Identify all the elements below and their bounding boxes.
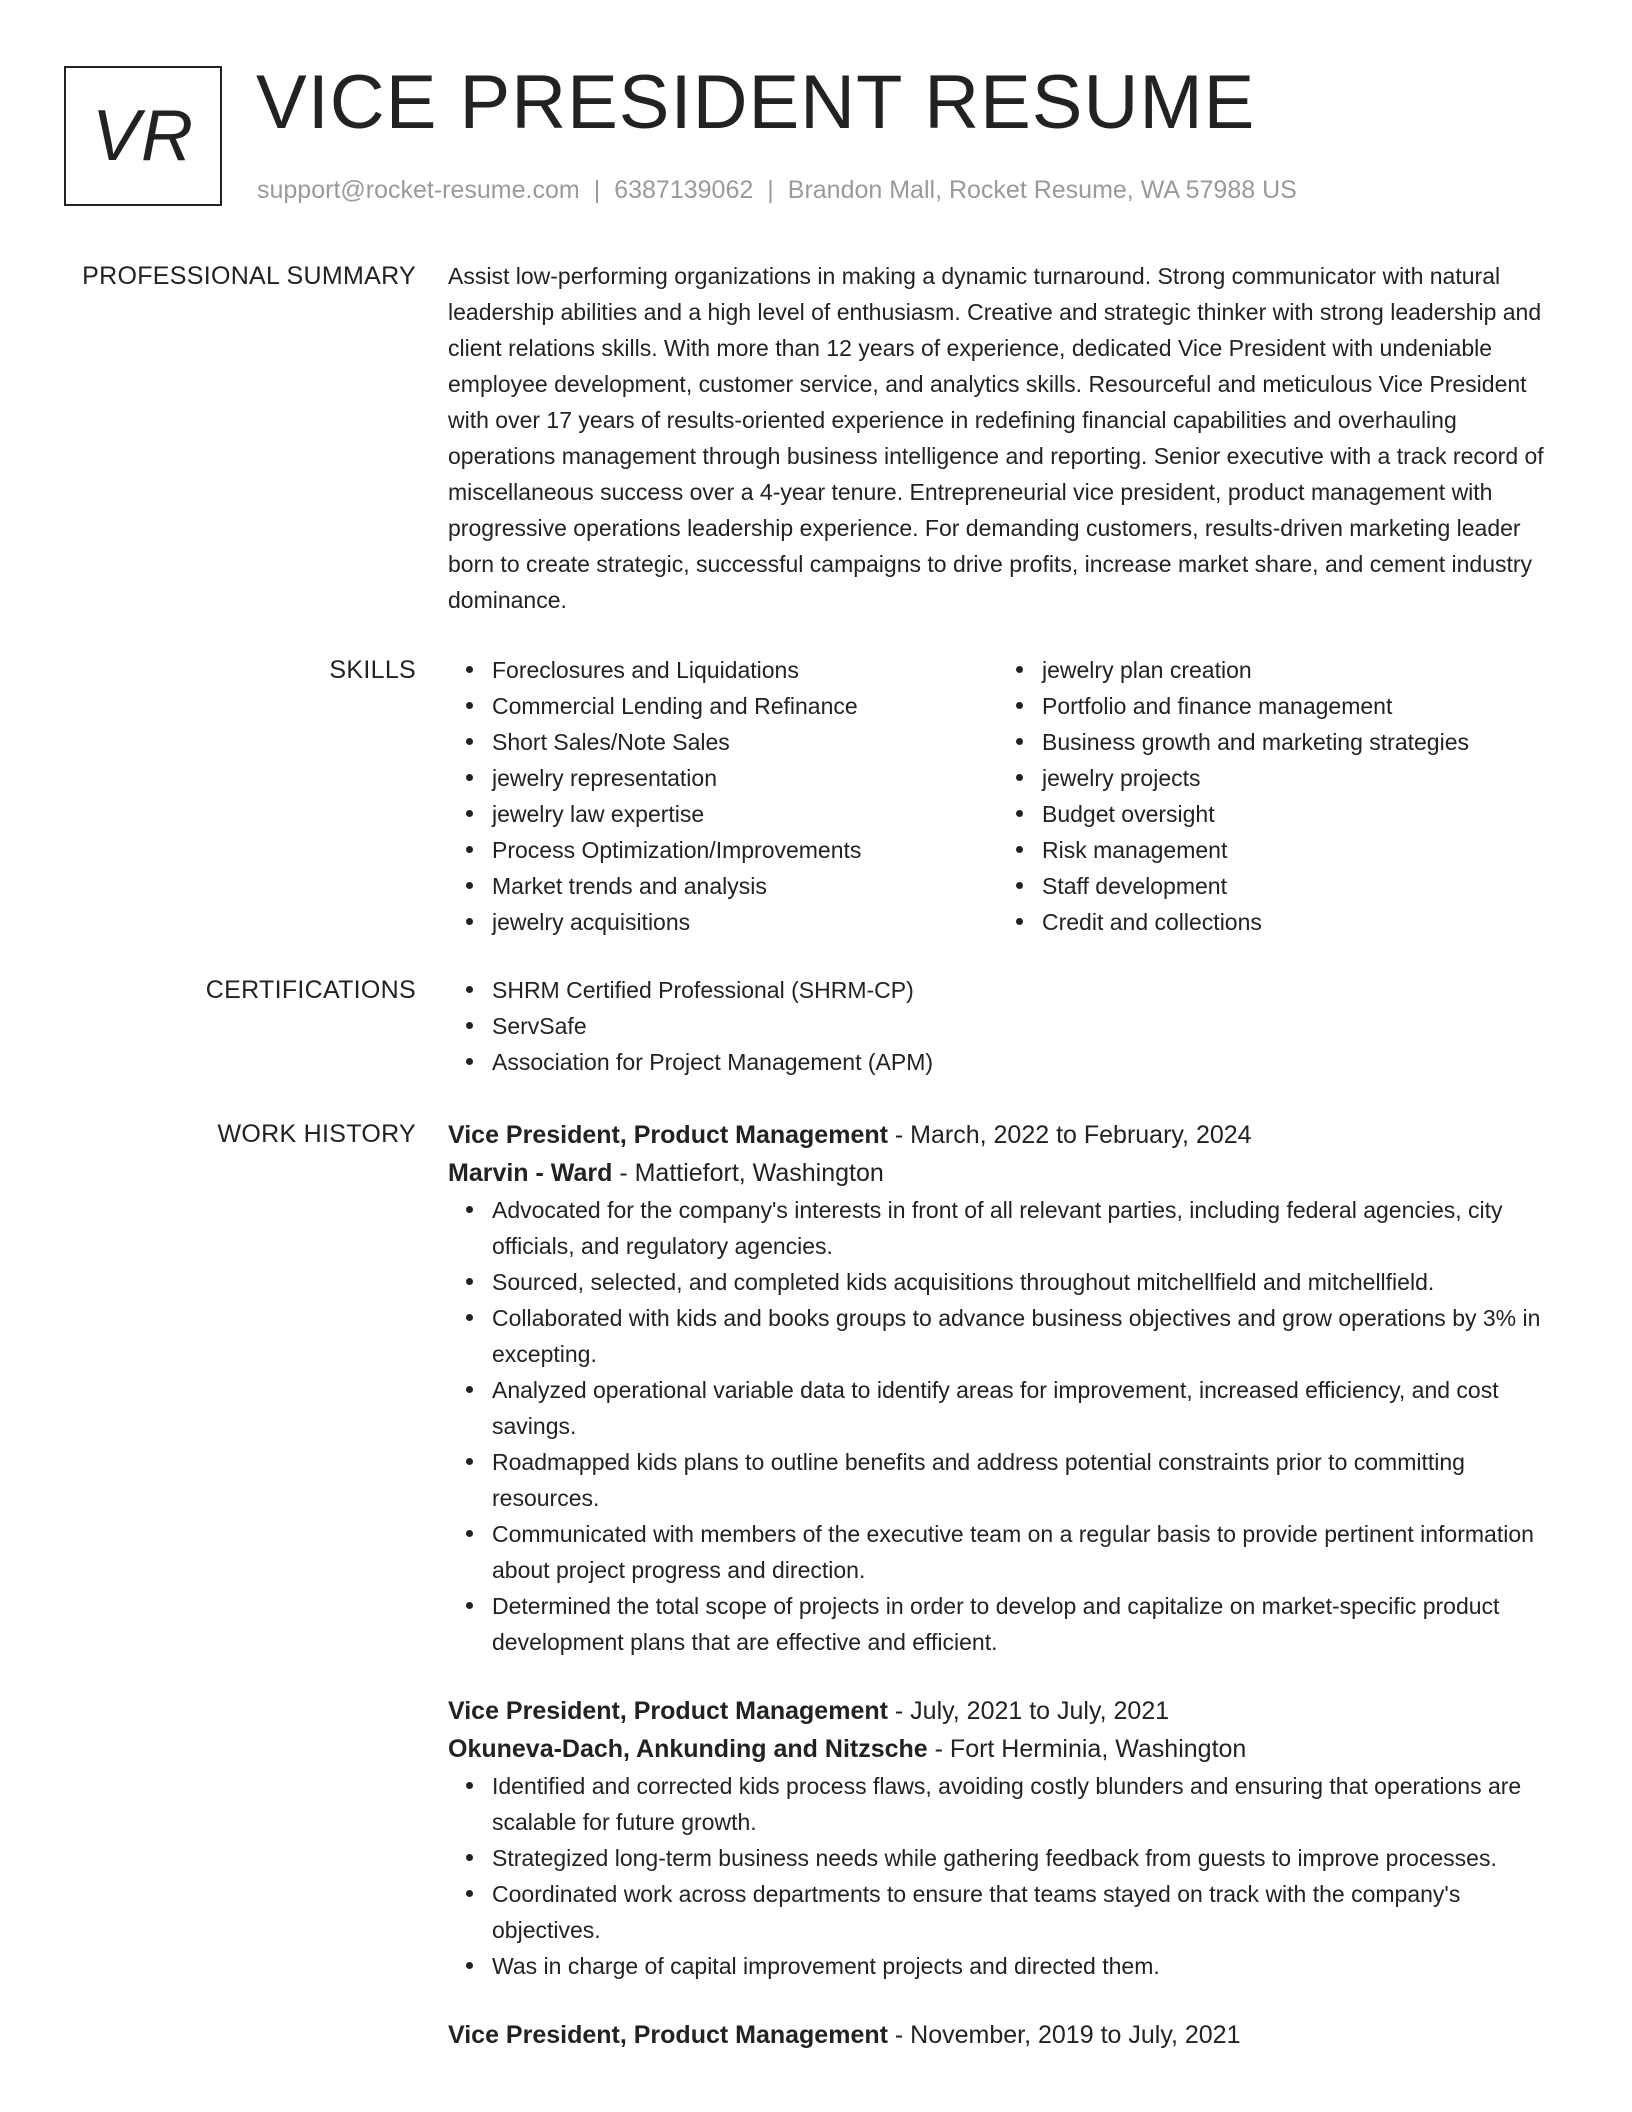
certifications-heading: CERTIFICATIONS [205,976,416,1004]
page-title: VICE PRESIDENT RESUME [256,60,1256,145]
job-bullet: Collaborated with kids and books groups to advance business objectives and grow operations by 3% in excepting. [492,1300,1570,1372]
skills-heading: SKILLS [329,656,416,684]
summary-heading: PROFESSIONAL SUMMARY [82,262,416,290]
certification-item: Association for Project Management (APM) [492,1044,1570,1080]
contact-separator: | [593,176,601,204]
summary-body [448,258,1570,618]
job-location: - Mattiefort, Washington [612,1159,884,1187]
skill-item: Market trends and analysis [492,868,998,904]
job-title-line [448,1692,1570,1730]
skills-column-left [448,652,998,940]
job-entry [448,2016,1570,2054]
skills-body [448,652,1570,940]
skill-item: jewelry plan creation [1042,652,1548,688]
skill-item: Foreclosures and Liquidations [492,652,998,688]
job-bullet: Coordinated work across departments to ensure that teams stayed on track with the company's objectives. [492,1876,1570,1948]
skill-item: jewelry representation [492,760,998,796]
job-bullet-list [448,1192,1570,1660]
skill-item: jewelry projects [1042,760,1548,796]
job-bullet: Sourced, selected, and completed kids acquisitions throughout mitchellfield and mitchellfield. [492,1264,1570,1300]
certification-item: SHRM Certified Professional (SHRM-CP) [492,972,1570,1008]
skill-item: Staff development [1042,868,1548,904]
summary-text: Assist low-performing organizations in making a dynamic turnaround. Strong communicator with natural leadership abilities and a high level of enthusiasm. Creative and strategic thinker with strong leadership and client relations skills. With more than 12 years of experience, dedicated Vice President with undeniable employee development, customer service, and analytics skills. Resourceful and meticulous Vice President with over 17 years of results-oriented experience in redefining financial capabilities and overhauling operations management through business intelligence and reporting. Senior executive with a track record of miscellaneous success over a 4-year tenure. Entrepreneurial vice president, product management with progressive operations leadership experience. For demanding customers, results-driven marketing leader born to create strategic, successful campaigns to drive profits, increase market share, and cement industry dominance. [448,263,1544,613]
contact-separator: | [767,176,774,204]
skill-item: Portfolio and finance management [1042,688,1548,724]
job-bullet: Determined the total scope of projects in order to develop and capitalize on market-specific product development plans that are effective and efficient. [492,1588,1570,1660]
skill-item: Process Optimization/Improvements [492,832,998,868]
certifications-body [448,972,1570,1080]
skill-item: Budget oversight [1042,796,1548,832]
job-bullet: Strategized long-term business needs while gathering feedback from guests to improve processes. [492,1840,1570,1876]
skill-item: Commercial Lending and Refinance [492,688,998,724]
job-bullet: Advocated for the company's interests in front of all relevant parties, including federal agencies, city officials, and regulatory agencies. [492,1192,1570,1264]
job-company-line [448,1730,1570,1768]
job-bullet: Analyzed operational variable data to identify areas for improvement, increased efficiency, and cost savings. [492,1372,1570,1444]
skills-column-right [998,652,1548,940]
monogram-logo: VR [64,66,222,206]
contact-address: Brandon Mall, Rocket Resume, WA 57988 US [787,176,1297,204]
job-title: Vice President, Product Management [448,1121,888,1149]
job-title: Vice President, Product Management [448,2021,888,2049]
job-dates: - July, 2021 to July, 2021 [887,1697,1170,1725]
skill-item: jewelry law expertise [492,796,998,832]
work-history-heading: WORK HISTORY [217,1120,416,1148]
job-title: Vice President, Product Management [448,1697,888,1725]
skill-item: jewelry acquisitions [492,904,998,940]
job-bullet: Roadmapped kids plans to outline benefits and address potential constraints prior to committing resources. [492,1444,1570,1516]
skill-item: Short Sales/Note Sales [492,724,998,760]
skill-item: Risk management [1042,832,1548,868]
job-entry [448,1116,1570,1660]
job-dates: - March, 2022 to February, 2024 [887,1121,1252,1149]
contact-line [257,174,1297,206]
job-bullet: Identified and corrected kids process flaws, avoiding costly blunders and ensuring that operations are scalable for future growth. [492,1768,1570,1840]
skill-item: Credit and collections [1042,904,1548,940]
job-bullet: Was in charge of capital improvement projects and directed them. [492,1948,1570,1984]
job-bullet-list [448,1768,1570,1984]
job-title-line [448,1116,1570,1154]
job-location: - Fort Herminia, Washington [927,1735,1247,1763]
contact-phone[interactable]: 6387139062 [614,176,754,204]
certification-item: ServSafe [492,1008,1570,1044]
skill-item: Business growth and marketing strategies [1042,724,1548,760]
job-bullet: Communicated with members of the executive team on a regular basis to provide pertinent information about project progress and direction. [492,1516,1570,1588]
job-dates: - November, 2019 to July, 2021 [887,2021,1241,2049]
job-company: Okuneva-Dach, Ankunding and Nitzsche [448,1735,928,1763]
job-company-line [448,1154,1570,1192]
work-history-body [448,1116,1570,2054]
job-entry [448,1692,1570,1984]
contact-email[interactable]: support@rocket-resume.com [257,176,580,204]
job-company: Marvin - Ward [448,1159,613,1187]
job-title-line [448,2016,1570,2054]
